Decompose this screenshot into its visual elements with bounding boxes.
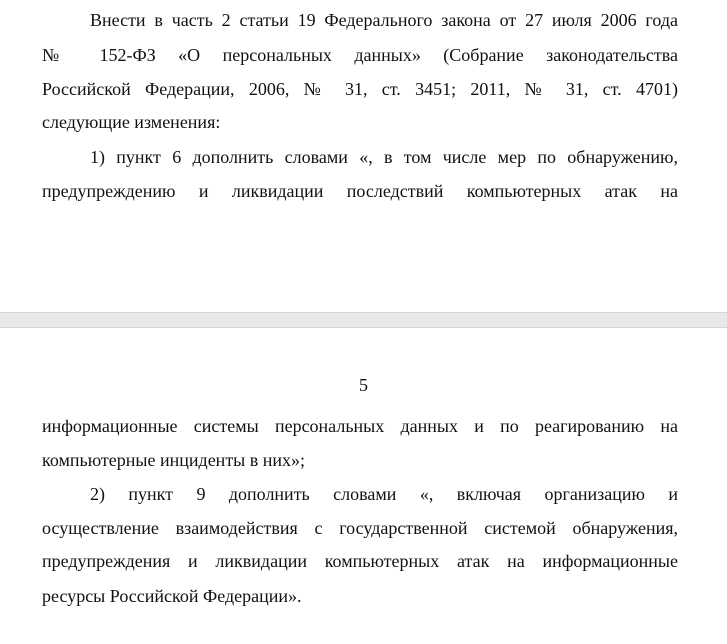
text-line: предупреждения и ликвидации компьютерных атак на информационные <box>42 551 678 571</box>
document-page-upper <box>0 0 727 312</box>
text-line: 1) пункт 6 дополнить словами «, в том числе мер по обнаружению, <box>90 147 678 167</box>
page-number: 5 <box>359 375 368 395</box>
text-line: информационные системы персональных данных и по реагированию на <box>42 416 678 436</box>
text-line: предупреждению и ликвидации последствий компьютерных атак на <box>42 181 678 201</box>
text-line: осуществление взаимодействия с государственной системой обнаружения, <box>42 518 678 538</box>
text-line: № 152-ФЗ «О персональных данных» (Собрание законодательства <box>42 45 678 65</box>
text-line: следующие изменения: <box>42 112 221 132</box>
page-separator <box>0 312 727 328</box>
text-line: ресурсы Российской Федерации». <box>42 586 302 606</box>
text-line: Российской Федерации, 2006, № 31, ст. 3451; 2011, № 31, ст. 4701) <box>42 79 678 99</box>
text-line: 2) пункт 9 дополнить словами «, включая организацию и <box>90 484 678 504</box>
text-line: Внести в часть 2 статьи 19 Федерального закона от 27 июля 2006 года <box>90 10 678 30</box>
text-line: компьютерные инциденты в них»; <box>42 450 306 470</box>
